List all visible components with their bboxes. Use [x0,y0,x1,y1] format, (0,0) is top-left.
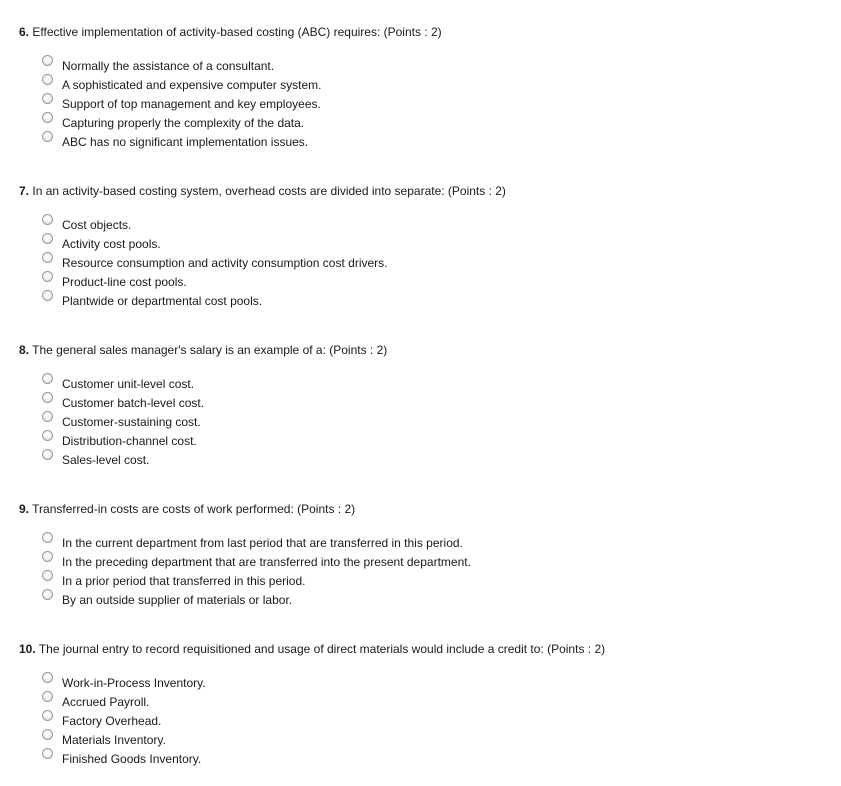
answer-option-label[interactable]: By an outside supplier of materials or labor. [62,593,293,607]
answer-option-label[interactable]: Customer unit-level cost. [62,377,195,391]
answer-option-label[interactable]: Resource consumption and activity consumption cost drivers. [62,256,388,270]
radio-button[interactable] [42,131,53,142]
radio-button[interactable] [42,729,53,740]
radio-button[interactable] [42,672,53,683]
radio-button[interactable] [42,373,53,384]
question-8 [19,343,829,470]
answer-option-label[interactable]: Distribution-channel cost. [62,434,197,448]
answer-option[interactable] [42,712,829,731]
answer-option[interactable] [42,432,829,451]
answer-option[interactable] [42,95,829,114]
answer-option[interactable] [42,273,829,292]
answer-option-label[interactable]: Customer batch-level cost. [62,396,205,410]
answer-option[interactable] [42,591,829,610]
answer-option-label[interactable]: Product-line cost pools. [62,275,187,289]
answer-option-label[interactable]: Materials Inventory. [62,733,166,747]
answer-option-label[interactable]: Capturing properly the complexity of the data. [62,116,305,130]
answer-option[interactable] [42,553,829,572]
answer-option-label[interactable]: In the current department from last period that are transferred in this period. [62,536,463,550]
answer-option[interactable] [42,394,829,413]
answer-option[interactable] [42,731,829,750]
answer-option-label[interactable]: Plantwide or departmental cost pools. [62,294,263,308]
radio-button[interactable] [42,93,53,104]
answer-option-label[interactable]: Cost objects. [62,218,132,232]
radio-button[interactable] [42,290,53,301]
question-number: 10. [19,642,36,656]
question-prompt: The general sales manager's salary is an example of a: (Points : 2) [32,343,388,357]
question-spacer [19,311,829,343]
answer-option[interactable] [42,254,829,273]
question-text [19,343,829,358]
question-text [19,25,829,40]
radio-button[interactable] [42,691,53,702]
radio-button[interactable] [42,430,53,441]
radio-button[interactable] [42,392,53,403]
answer-options [19,674,829,769]
answer-option-label[interactable]: Normally the assistance of a consultant. [62,59,275,73]
question-spacer [19,610,829,642]
answer-option-label[interactable]: Finished Goods Inventory. [62,752,202,766]
answer-option-label[interactable]: Support of top management and key employees. [62,97,321,111]
answer-option[interactable] [42,57,829,76]
question-text [19,642,829,657]
radio-button[interactable] [42,710,53,721]
answer-option[interactable] [42,235,829,254]
answer-options [19,534,829,610]
question-text [19,502,829,517]
answer-option[interactable] [42,292,829,311]
answer-option[interactable] [42,572,829,591]
radio-button[interactable] [42,55,53,66]
answer-option[interactable] [42,76,829,95]
answer-options [19,375,829,470]
question-spacer [19,470,829,502]
question-number: 9. [19,502,30,516]
radio-button[interactable] [42,551,53,562]
question-number: 6. [19,25,30,39]
answer-option-label[interactable]: Customer-sustaining cost. [62,415,201,429]
radio-button[interactable] [42,411,53,422]
answer-option[interactable] [42,114,829,133]
answer-option-label[interactable]: Factory Overhead. [62,714,162,728]
radio-button[interactable] [42,233,53,244]
answer-option-label[interactable]: Work-in-Process Inventory. [62,676,206,690]
radio-button[interactable] [42,271,53,282]
radio-button[interactable] [42,449,53,460]
question-9 [19,502,829,610]
answer-option[interactable] [42,534,829,553]
question-prompt: Effective implementation of activity-based costing (ABC) requires: (Points : 2) [32,25,442,39]
question-number: 7. [19,184,30,198]
radio-button[interactable] [42,214,53,225]
answer-option[interactable] [42,216,829,235]
answer-option[interactable] [42,750,829,769]
radio-button[interactable] [42,748,53,759]
question-number: 8. [19,343,30,357]
question-prompt: Transferred-in costs are costs of work performed: (Points : 2) [32,502,356,516]
radio-button[interactable] [42,570,53,581]
question-prompt: In an activity-based costing system, overhead costs are divided into separate: (Points : 2) [32,184,506,198]
radio-button[interactable] [42,532,53,543]
question-text [19,184,829,199]
answer-option[interactable] [42,375,829,394]
quiz-question-list [19,25,829,769]
radio-button[interactable] [42,74,53,85]
answer-option-label[interactable]: In a prior period that transferred in this period. [62,574,306,588]
answer-option-label[interactable]: Activity cost pools. [62,237,161,251]
answer-option-label[interactable]: Accrued Payroll. [62,695,150,709]
question-7 [19,184,829,311]
question-spacer [19,152,829,184]
radio-button[interactable] [42,112,53,123]
answer-option-label[interactable]: In the preceding department that are transferred into the present department. [62,555,471,569]
answer-option[interactable] [42,674,829,693]
answer-option-label[interactable]: A sophisticated and expensive computer system. [62,78,322,92]
answer-option-label[interactable]: ABC has no significant implementation issues. [62,135,309,149]
answer-options [19,57,829,152]
question-10 [19,642,829,769]
answer-option-label[interactable]: Sales-level cost. [62,453,150,467]
answer-option[interactable] [42,133,829,152]
answer-option[interactable] [42,451,829,470]
radio-button[interactable] [42,252,53,263]
question-6 [19,25,829,152]
question-prompt: The journal entry to record requisitioned and usage of direct materials would include a credit to: (Points : 2) [38,642,606,656]
answer-option[interactable] [42,693,829,712]
answer-option[interactable] [42,413,829,432]
radio-button[interactable] [42,589,53,600]
answer-options [19,216,829,311]
